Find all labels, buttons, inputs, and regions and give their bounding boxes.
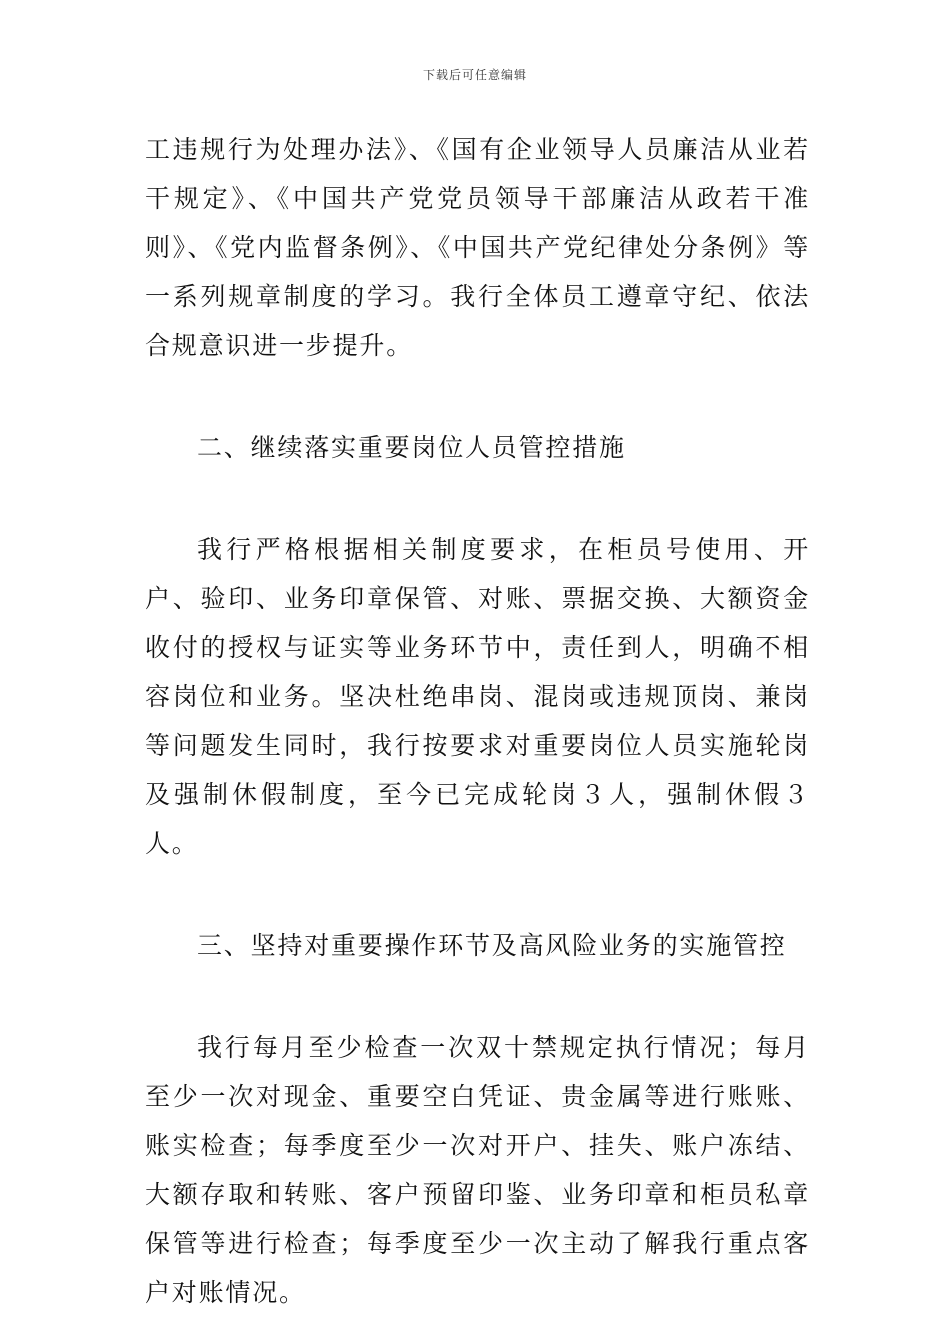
section-heading-2: 二、继续落实重要岗位人员管控措施 (197, 433, 626, 462)
paragraph-section-2: 我行严格根据相关制度要求，在柜员号使用、开户、验印、业务印章保管、对账、票据交换、大额资金收付的授权与证实等业务环节中，责任到人，明确不相容岗位和业务。坚决杜绝串岗、混岗或违规顶岗、兼岗等问题发生同时，我行按要求对重要岗位人员实施轮岗及强制休假制度，至今已完成轮岗３人，强制休假３人。 (145, 535, 810, 858)
section-heading-3: 三、坚持对重要操作环节及高风险业务的实施管控 (197, 931, 787, 960)
paragraph-continued: 工违规行为处理办法》、《国有企业领导人员廉洁从业若干规定》、《中国共产党党员领导干部廉洁从政若干准则》、《党内监督条例》、《中国共产党纪律处分条例》等一系列规章制度的学习。我行全体员工遵章守纪、依法合规意识进一步提升。 (145, 135, 810, 360)
paragraph-section-3: 我行每月至少检查一次双十禁规定执行情况；每月至少一次对现金、重要空白凭证、贵金属等进行账账、账实检查；每季度至少一次对开户、挂失、账户冻结、大额存取和转账、客户预留印鉴、业务印章和柜员私章保管等进行检查；每季度至少一次主动了解我行重点客户对账情况。 (145, 1033, 810, 1307)
document-body (145, 125, 810, 1317)
page-header: 下载后可任意编辑 (422, 68, 527, 82)
